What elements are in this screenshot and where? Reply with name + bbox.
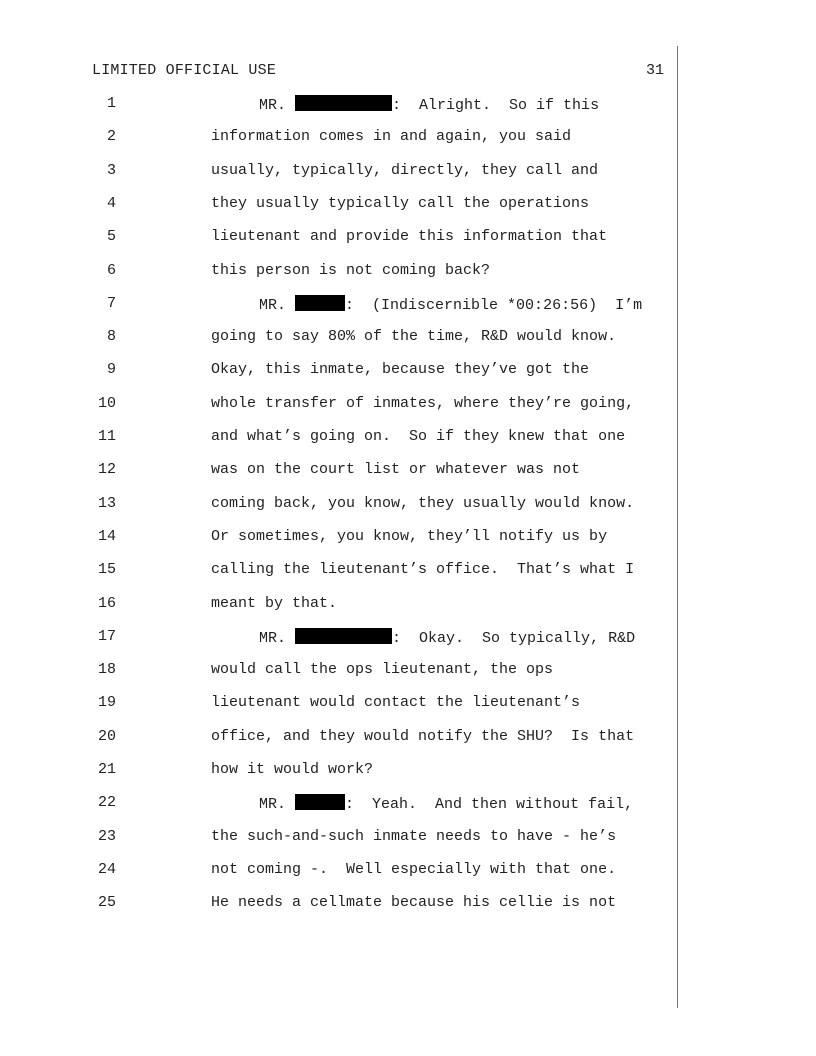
speaker-prefix: MR. (259, 796, 287, 814)
line-number: 14 (97, 527, 116, 545)
line-number: 10 (97, 394, 116, 412)
line-number: 15 (97, 561, 116, 579)
speaker-prefix: MR. (259, 97, 287, 114)
line-text: not coming -. Well especially with that one. (211, 860, 617, 878)
line-text (259, 95, 599, 114)
line-number: 16 (97, 594, 116, 612)
line-text: lieutenant would contact the lieutenant’s (211, 694, 581, 712)
line-text: they usually typically call the operations (211, 194, 590, 212)
line-number: 7 (106, 294, 116, 312)
line-text: would call the ops lieutenant, the ops (211, 661, 554, 679)
line-text: how it would work? (211, 761, 374, 778)
line-number: 9 (106, 361, 116, 379)
line-number: 4 (106, 194, 116, 212)
line-text: whole transfer of inmates, where they’re going, (211, 394, 635, 412)
line-number: 23 (97, 827, 116, 845)
redaction-block (295, 794, 345, 810)
line-text (259, 295, 642, 314)
line-text: was on the court list or whatever was not (211, 461, 581, 479)
line-number: 5 (106, 228, 116, 246)
classification-header: LIMITED OFFICIAL USE (92, 62, 277, 79)
line-number: 1 (106, 95, 116, 112)
right-margin-rule (677, 46, 678, 1008)
line-number: 22 (97, 794, 116, 812)
line-text: Okay, this inmate, because they’ve got the (211, 361, 590, 379)
line-number: 21 (97, 761, 116, 778)
utterance-text: : (Indiscernible *00:26:56) I’m (345, 296, 643, 314)
line-text: information comes in and again, you said (211, 128, 572, 146)
line-number: 3 (106, 161, 116, 179)
line-number: 6 (106, 261, 116, 279)
line-text: usually, typically, directly, they call and (211, 161, 599, 179)
line-text (259, 794, 633, 813)
line-number: 8 (106, 328, 116, 346)
speaker-prefix: MR. (259, 629, 287, 647)
line-text: this person is not coming back? (211, 261, 491, 279)
line-number: 11 (97, 428, 116, 445)
line-number: 19 (97, 694, 116, 712)
line-text (259, 628, 635, 647)
line-text: coming back, you know, they usually would know. (211, 494, 635, 512)
line-text: meant by that. (211, 594, 338, 612)
line-text: and what’s going on. So if they knew that one (211, 428, 626, 445)
line-text: He needs a cellmate because his cellie is not (211, 894, 617, 912)
line-number: 20 (97, 727, 116, 745)
line-text: office, and they would notify the SHU? Is that (211, 727, 635, 745)
line-number: 12 (97, 461, 116, 479)
line-number: 13 (97, 494, 116, 512)
utterance-text: : Yeah. And then without fail, (345, 796, 634, 814)
line-text: calling the lieutenant’s office. That’s what I (211, 561, 635, 579)
utterance-text: : Okay. So typically, R&D (392, 629, 636, 647)
line-text: Or sometimes, you know, they’ll notify us by (211, 527, 608, 545)
utterance-text: : Alright. So if this (392, 97, 600, 114)
redaction-block (295, 295, 345, 311)
line-number: 24 (97, 860, 116, 878)
speaker-prefix: MR. (259, 296, 287, 314)
line-number: 18 (97, 661, 116, 679)
redaction-block (295, 628, 392, 644)
line-text: lieutenant and provide this information that (211, 228, 608, 246)
line-number: 25 (97, 894, 116, 912)
line-text: going to say 80% of the time, R&D would know. (211, 328, 617, 346)
line-number: 17 (97, 627, 116, 645)
line-number: 2 (106, 128, 116, 146)
page-number: 31 (646, 62, 665, 79)
redaction-block (295, 95, 392, 111)
line-text: the such-and-such inmate needs to have - he’s (211, 827, 617, 845)
